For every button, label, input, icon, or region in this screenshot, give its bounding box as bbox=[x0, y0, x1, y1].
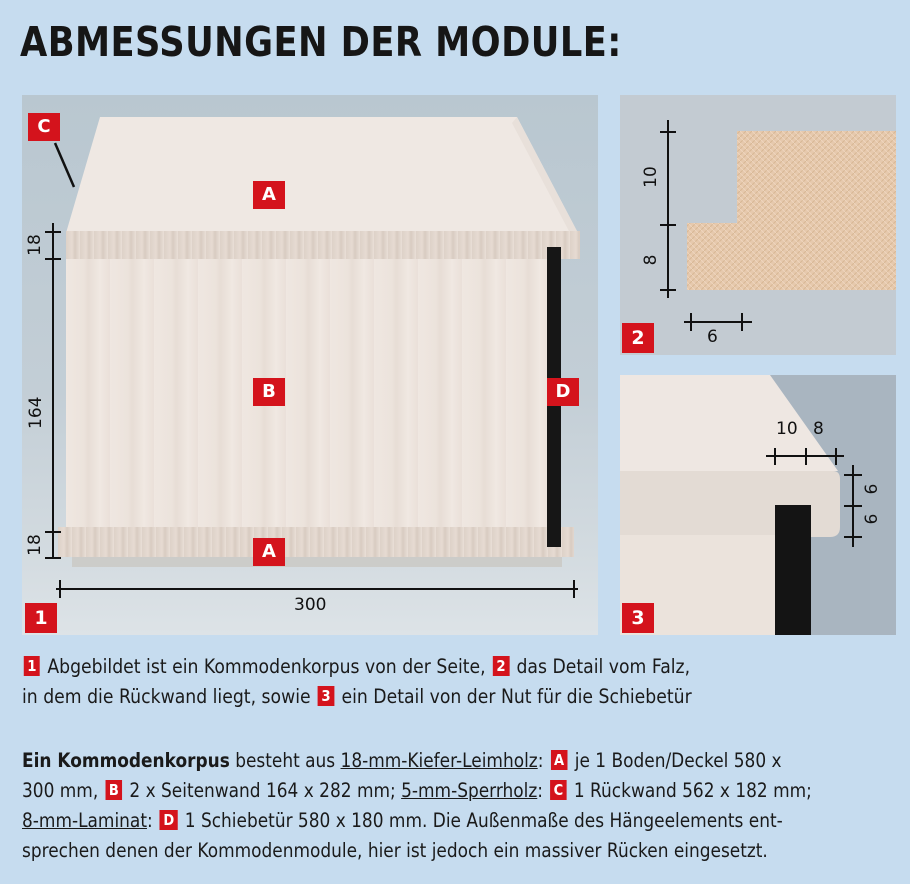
figure-1-side-view bbox=[22, 95, 598, 635]
dim-groove-v1: 9 bbox=[859, 483, 880, 495]
dimension-tick bbox=[45, 557, 61, 559]
label-d-sliding-door: D bbox=[547, 378, 579, 406]
body-text: 1 Rückwand 562 x 182 mm; bbox=[573, 779, 812, 802]
caption-text: das Detail vom Falz, bbox=[516, 655, 691, 678]
top-panel-edge bbox=[66, 231, 580, 259]
bottom-panel-edge bbox=[58, 527, 574, 557]
body-text: besteht aus bbox=[235, 749, 336, 772]
body-text: 2 x Seitenwand 164 x 282 mm; bbox=[129, 779, 396, 802]
dimension-tick bbox=[805, 448, 807, 465]
dim-rabbet-lower: 8 bbox=[641, 254, 661, 266]
dim-groove-h1: 10 bbox=[776, 419, 798, 439]
dim-groove-v2: 9 bbox=[859, 513, 880, 525]
body-text: 300 mm, bbox=[22, 779, 99, 802]
material-kiefer-leimholz: 18-mm-Kiefer-Leimholz bbox=[340, 749, 538, 772]
description-paragraph bbox=[22, 746, 812, 866]
floor-shadow bbox=[72, 557, 562, 567]
dimension-line-vertical bbox=[667, 120, 669, 298]
dimension-tick bbox=[45, 231, 61, 233]
figure-number-2: 2 bbox=[622, 323, 654, 353]
intro-bold: Ein Kommodenkorpus bbox=[22, 749, 230, 772]
figure-3-groove-detail bbox=[620, 375, 896, 635]
material-sperrholz: 5-mm-Sperrholz bbox=[401, 779, 538, 802]
body-text: sprechen denen der Kommodenmodule, hier ist jedoch ein massiver Rücken eingesetzt. bbox=[22, 839, 768, 862]
body-text: 1 Schiebetür 580 x 180 mm. Die Außenmaße des Hängeelements ent- bbox=[184, 809, 783, 832]
dimension-line-horizontal bbox=[56, 588, 578, 590]
material-laminat: 8-mm-Laminat bbox=[22, 809, 147, 832]
badge-c: C bbox=[550, 780, 567, 800]
dimension-tick bbox=[844, 536, 862, 538]
figure-number-3: 3 bbox=[622, 603, 654, 633]
figure-caption bbox=[22, 652, 692, 712]
dimension-tick bbox=[660, 224, 676, 226]
body-text: : bbox=[537, 779, 544, 802]
badge-d: D bbox=[160, 810, 178, 830]
dim-rabbet-width: 6 bbox=[707, 327, 718, 347]
dimension-tick bbox=[741, 313, 743, 331]
caption-badge-2: 2 bbox=[493, 656, 509, 676]
label-b-side-panel: B bbox=[253, 378, 285, 406]
dimension-tick bbox=[45, 258, 61, 260]
side-panel bbox=[66, 259, 550, 529]
body-text: je 1 Boden/Deckel 580 x bbox=[574, 749, 782, 772]
dim-groove-h2: 8 bbox=[813, 419, 824, 439]
dim-side-height: 164 bbox=[26, 396, 46, 429]
caption-text: in dem die Rückwand liegt, sowie bbox=[22, 685, 311, 708]
dimension-tick bbox=[844, 474, 862, 476]
dimension-tick bbox=[660, 131, 676, 133]
badge-b: B bbox=[105, 780, 122, 800]
dimension-tick bbox=[690, 313, 692, 331]
dimension-tick bbox=[59, 580, 61, 598]
dimension-line-vertical bbox=[52, 223, 54, 559]
dimension-tick bbox=[573, 580, 575, 598]
dimension-tick bbox=[844, 505, 862, 507]
dimension-tick bbox=[774, 448, 776, 465]
caption-text: Abgebildet ist ein Kommodenkorpus von der Seite, bbox=[47, 655, 486, 678]
label-c-back-panel: C bbox=[28, 113, 60, 141]
figure-2-rabbet-detail bbox=[620, 95, 896, 355]
dim-bottom-thickness: 18 bbox=[25, 534, 45, 556]
dim-depth: 300 bbox=[294, 595, 327, 615]
label-a-bottom-panel: A bbox=[253, 538, 285, 566]
body-text: : bbox=[537, 749, 544, 772]
dimension-tick bbox=[45, 531, 61, 533]
badge-a: A bbox=[551, 750, 568, 770]
dimension-tick bbox=[835, 448, 837, 465]
label-a-top-panel: A bbox=[253, 181, 285, 209]
body-text: : bbox=[146, 809, 153, 832]
caption-badge-1: 1 bbox=[24, 656, 40, 676]
caption-text: ein Detail von der Nut für die Schiebetür bbox=[341, 685, 692, 708]
dim-top-thickness: 18 bbox=[25, 234, 45, 256]
page-title: ABMESSUNGEN DER MODULE: bbox=[20, 18, 622, 66]
dim-rabbet-upper: 10 bbox=[641, 166, 661, 188]
dimension-tick bbox=[660, 289, 676, 291]
caption-badge-3: 3 bbox=[318, 686, 334, 706]
figure-number-1: 1 bbox=[25, 603, 57, 633]
